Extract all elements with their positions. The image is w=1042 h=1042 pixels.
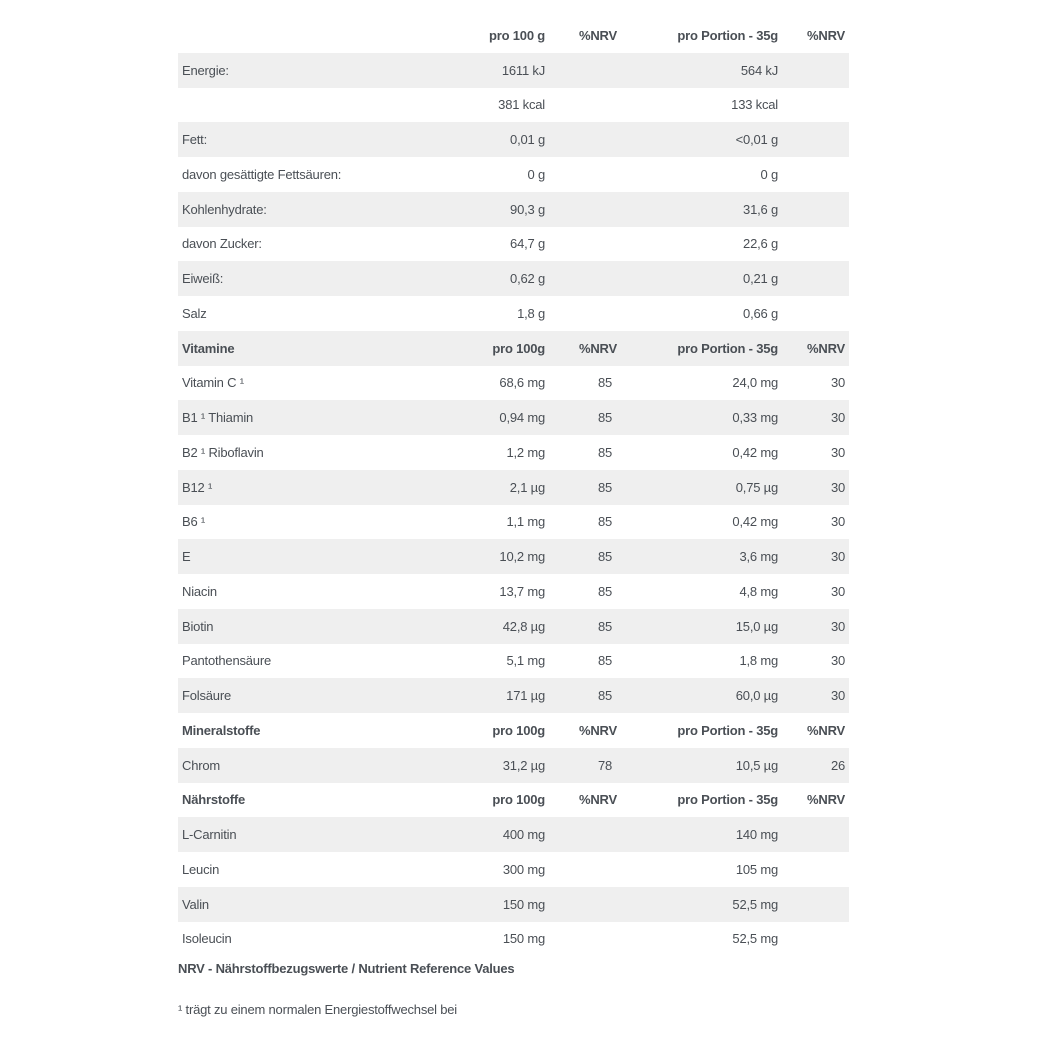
cell-nrv-portion: 30 xyxy=(782,678,849,713)
cell-per-100g: 150 mg xyxy=(450,887,549,922)
cell-per-100g: 150 mg xyxy=(502,931,545,947)
cell-nrv-100g xyxy=(549,227,616,262)
cell-nrv-100g xyxy=(549,887,616,922)
table-row xyxy=(178,122,849,157)
table-row xyxy=(178,748,849,783)
table-row xyxy=(178,400,849,435)
cell-nutrient-name: davon gesättigte Fettsäuren: xyxy=(182,166,342,182)
cell-per-portion: 0,66 g xyxy=(743,305,778,321)
cell-nrv-portion xyxy=(782,227,849,262)
cell-per-100g: 42,8 µg xyxy=(450,609,549,644)
cell-nutrient-name: Nährstoffe xyxy=(182,792,246,808)
cell-nrv-100g xyxy=(549,852,616,887)
cell-per-100g: 5,1 mg xyxy=(506,653,545,669)
table-row xyxy=(178,296,849,331)
cell-per-100g: pro 100g xyxy=(450,331,549,366)
table-row xyxy=(178,505,849,540)
cell-per-100g: pro 100g xyxy=(492,792,545,808)
cell-per-portion: 0,42 mg xyxy=(732,444,778,460)
table-row xyxy=(178,609,849,644)
cell-per-100g: 0 g xyxy=(527,166,545,182)
cell-nrv-100g: 85 xyxy=(597,444,612,460)
cell-per-portion: 60,0 µg xyxy=(616,678,782,713)
cell-per-portion: pro Portion - 35g xyxy=(677,722,778,738)
cell-per-100g: 31,2 µg xyxy=(450,748,549,783)
cell-nrv-portion: 26 xyxy=(782,748,849,783)
table-row xyxy=(178,88,849,123)
cell-nrv-portion: 30 xyxy=(830,583,845,599)
header-nrv-portion: %NRV xyxy=(807,27,845,43)
cell-nutrient-name: L-Carnitin xyxy=(178,817,450,852)
cell-nutrient-name: Valin xyxy=(178,887,450,922)
cell-per-portion: 10,5 µg xyxy=(616,748,782,783)
cell-nrv-portion xyxy=(782,296,849,331)
cell-per-portion: 22,6 g xyxy=(743,236,778,252)
cell-nutrient-name: B2 ¹ Riboflavin xyxy=(182,444,264,460)
table-row xyxy=(178,192,849,227)
cell-per-100g: 1611 kJ xyxy=(450,53,549,88)
cell-per-100g: 300 mg xyxy=(502,861,545,877)
cell-per-100g: 68,6 mg xyxy=(499,375,545,391)
cell-nrv-100g: 85 xyxy=(597,653,612,669)
table-row xyxy=(178,157,849,192)
table-row xyxy=(178,574,849,609)
cell-nrv-100g: %NRV xyxy=(579,792,617,808)
cell-per-portion: 0,21 g xyxy=(616,261,782,296)
cell-per-100g: 1,2 mg xyxy=(506,444,545,460)
cell-nrv-portion: 30 xyxy=(830,444,845,460)
table-row xyxy=(178,261,849,296)
cell-nrv-portion: 30 xyxy=(830,375,845,391)
cell-nutrient-name: Biotin xyxy=(178,609,450,644)
cell-nrv-100g: 85 xyxy=(549,470,616,505)
cell-per-portion: 4,8 mg xyxy=(739,583,778,599)
table-row xyxy=(178,470,849,505)
cell-per-100g: 64,7 g xyxy=(510,236,545,252)
cell-nrv-portion xyxy=(782,53,849,88)
cell-nrv-100g: 85 xyxy=(549,539,616,574)
cell-nrv-100g: 85 xyxy=(597,583,612,599)
table-row xyxy=(178,817,849,852)
cell-per-100g: 2,1 µg xyxy=(450,470,549,505)
cell-nrv-portion xyxy=(782,88,849,123)
cell-nutrient-name: Salz xyxy=(182,305,207,321)
cell-per-portion: 0,33 mg xyxy=(616,400,782,435)
cell-nutrient-name: B12 ¹ xyxy=(178,470,450,505)
cell-nrv-portion: 30 xyxy=(782,539,849,574)
header-name xyxy=(178,18,450,53)
section-header-row xyxy=(178,783,849,818)
cell-nrv-100g xyxy=(549,817,616,852)
cell-nrv-portion xyxy=(782,922,849,957)
cell-per-100g: 13,7 mg xyxy=(499,583,545,599)
cell-per-portion: 52,5 mg xyxy=(616,887,782,922)
cell-per-portion: 24,0 mg xyxy=(732,375,778,391)
cell-nrv-100g xyxy=(549,53,616,88)
cell-nutrient-name: Niacin xyxy=(182,583,217,599)
cell-nrv-portion: 30 xyxy=(782,470,849,505)
cell-per-100g: 0,94 mg xyxy=(450,400,549,435)
table-row xyxy=(178,366,849,401)
cell-nutrient-name: Eiweiß: xyxy=(178,261,450,296)
cell-per-portion: 0,75 µg xyxy=(616,470,782,505)
table-row xyxy=(178,539,849,574)
cell-nrv-100g: 78 xyxy=(549,748,616,783)
cell-nrv-portion xyxy=(782,157,849,192)
table-row xyxy=(178,435,849,470)
table-row xyxy=(178,644,849,679)
cell-nrv-100g xyxy=(549,122,616,157)
cell-per-100g: pro 100g xyxy=(492,722,545,738)
table-row xyxy=(178,887,849,922)
cell-nutrient-name: Mineralstoffe xyxy=(182,722,261,738)
nutrition-table xyxy=(178,18,849,956)
cell-nrv-100g xyxy=(549,88,616,123)
cell-nutrient-name: Folsäure xyxy=(178,678,450,713)
footnote: ¹ trägt zu einem normalen Energiestoffwechsel bei xyxy=(178,1002,457,1017)
cell-nrv-100g xyxy=(549,922,616,957)
cell-nrv-portion: %NRV xyxy=(807,722,845,738)
cell-nrv-100g: 85 xyxy=(597,514,612,530)
cell-per-portion: pro Portion - 35g xyxy=(616,331,782,366)
cell-per-100g: 0,62 g xyxy=(450,261,549,296)
cell-nrv-portion xyxy=(782,817,849,852)
cell-per-portion: 140 mg xyxy=(616,817,782,852)
table-row xyxy=(178,227,849,262)
cell-per-100g: 1,8 g xyxy=(517,305,545,321)
cell-nrv-100g: 85 xyxy=(549,400,616,435)
cell-nrv-100g xyxy=(549,296,616,331)
cell-nrv-100g: 85 xyxy=(549,609,616,644)
cell-per-100g: 10,2 mg xyxy=(450,539,549,574)
cell-per-portion: 31,6 g xyxy=(616,192,782,227)
cell-per-portion: 52,5 mg xyxy=(732,931,778,947)
cell-per-portion: 0 g xyxy=(760,166,778,182)
cell-nutrient-name: Chrom xyxy=(178,748,450,783)
cell-per-portion: 3,6 mg xyxy=(616,539,782,574)
cell-nutrient-name: B6 ¹ xyxy=(182,514,206,530)
cell-nutrient-name: Pantothensäure xyxy=(182,653,271,669)
cell-nutrient-name: Kohlenhydrate: xyxy=(178,192,450,227)
table-header-row xyxy=(178,18,849,53)
cell-nrv-100g xyxy=(549,157,616,192)
cell-per-portion: <0,01 g xyxy=(616,122,782,157)
cell-nrv-100g xyxy=(549,192,616,227)
cell-nutrient-name: Energie: xyxy=(178,53,450,88)
cell-nrv-portion xyxy=(782,261,849,296)
header-per-100g: pro 100 g xyxy=(489,27,545,43)
cell-nutrient-name: davon Zucker: xyxy=(182,236,262,252)
cell-nrv-portion: %NRV xyxy=(807,792,845,808)
cell-nrv-100g xyxy=(549,261,616,296)
cell-nutrient-name: Leucin xyxy=(182,861,220,877)
cell-nrv-portion: 30 xyxy=(830,514,845,530)
cell-nutrient-name: Fett: xyxy=(178,122,450,157)
header-nrv-100g: %NRV xyxy=(579,27,617,43)
cell-nrv-portion xyxy=(782,122,849,157)
cell-per-100g: 381 kcal xyxy=(498,97,545,113)
cell-nrv-portion: 30 xyxy=(782,609,849,644)
cell-per-100g: 0,01 g xyxy=(450,122,549,157)
table-row xyxy=(178,678,849,713)
cell-nrv-100g: %NRV xyxy=(579,722,617,738)
cell-nrv-portion: 30 xyxy=(782,400,849,435)
cell-per-portion: 105 mg xyxy=(735,861,778,877)
cell-per-portion: 1,8 mg xyxy=(739,653,778,669)
cell-nutrient-name xyxy=(178,88,450,123)
nutrition-table-container xyxy=(178,18,849,956)
cell-per-portion: 0,42 mg xyxy=(732,514,778,530)
cell-per-100g: 171 µg xyxy=(450,678,549,713)
cell-nrv-100g: %NRV xyxy=(549,331,616,366)
cell-nrv-100g: 85 xyxy=(549,678,616,713)
cell-nrv-100g: 85 xyxy=(597,375,612,391)
cell-per-portion: 133 kcal xyxy=(731,97,778,113)
cell-nutrient-name: B1 ¹ Thiamin xyxy=(178,400,450,435)
cell-nutrient-name: Isoleucin xyxy=(182,931,232,947)
table-row xyxy=(178,53,849,88)
cell-per-100g: 400 mg xyxy=(450,817,549,852)
cell-per-100g: 90,3 g xyxy=(450,192,549,227)
cell-nutrient-name: Vitamine xyxy=(178,331,450,366)
cell-nutrient-name: E xyxy=(178,539,450,574)
table-row xyxy=(178,922,849,957)
section-header-row xyxy=(178,331,849,366)
cell-per-portion: pro Portion - 35g xyxy=(677,792,778,808)
nrv-legend: NRV - Nährstoffbezugswerte / Nutrient Reference Values xyxy=(178,961,515,976)
cell-nrv-portion: %NRV xyxy=(782,331,849,366)
section-header-row xyxy=(178,713,849,748)
cell-per-portion: 564 kJ xyxy=(616,53,782,88)
cell-nrv-portion xyxy=(782,192,849,227)
cell-per-100g: 1,1 mg xyxy=(506,514,545,530)
cell-nrv-portion xyxy=(782,852,849,887)
header-per-portion: pro Portion - 35g xyxy=(677,27,778,43)
cell-nrv-portion: 30 xyxy=(830,653,845,669)
cell-nrv-portion xyxy=(782,887,849,922)
table-row xyxy=(178,852,849,887)
cell-nutrient-name: Vitamin C ¹ xyxy=(182,375,244,391)
cell-per-portion: 15,0 µg xyxy=(616,609,782,644)
